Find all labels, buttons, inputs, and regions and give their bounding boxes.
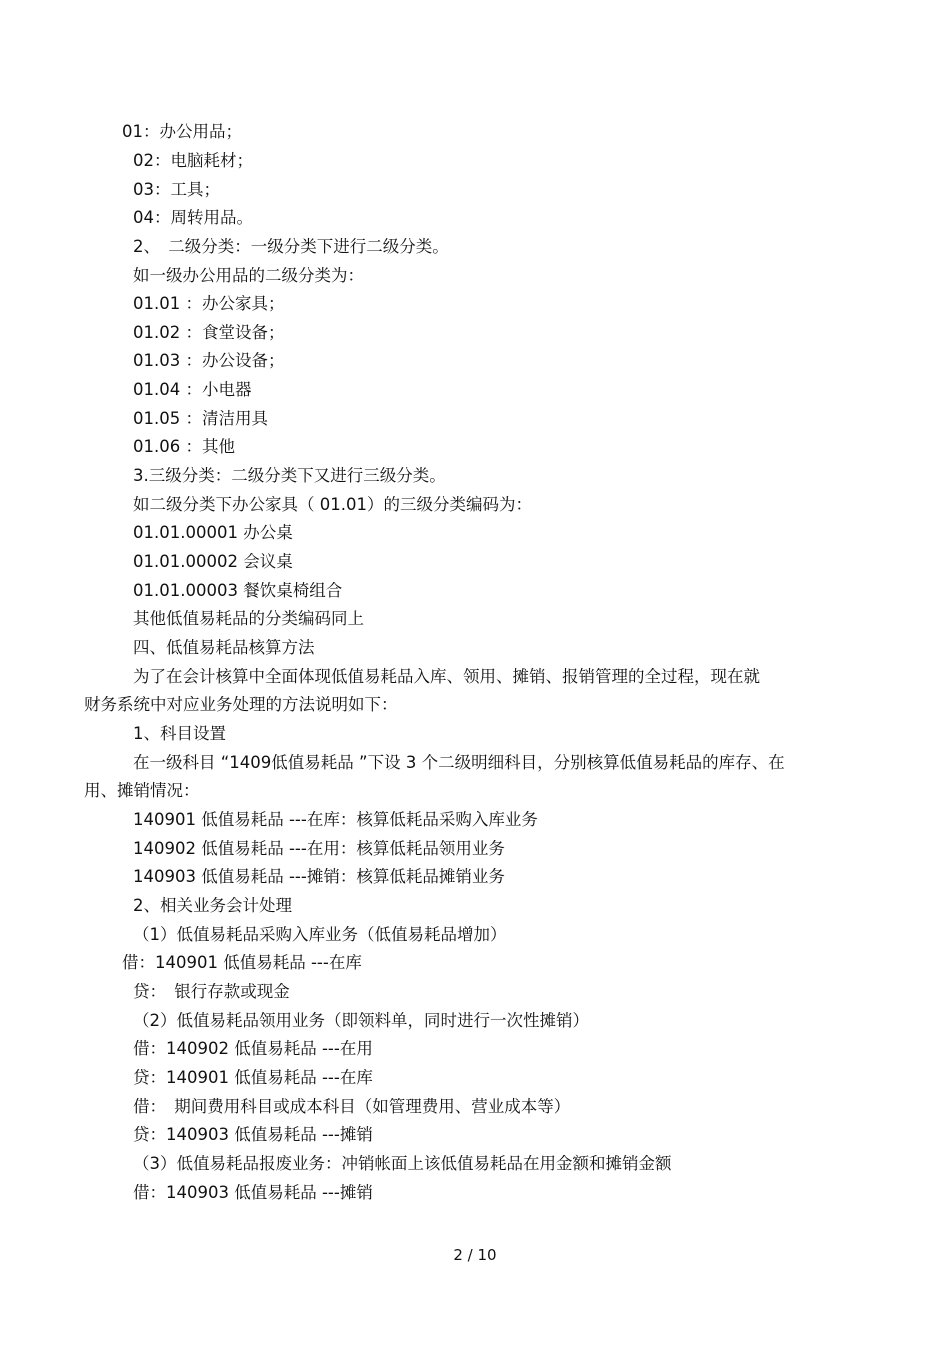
text-line: 为了在会计核算中全面体现低值易耗品入库、领用、摊销、报销管理的全过程，现在就 xyxy=(133,667,760,686)
text-line: 140902 低值易耗品 ---在用：核算低耗品领用业务 xyxy=(133,839,505,858)
text-line: 2、相关业务会计处理 xyxy=(133,896,292,915)
text-line: 借： 期间费用科目或成本科目（如管理费用、营业成本等） xyxy=(133,1097,571,1116)
text-line: 140903 低值易耗品 ---摊销：核算低耗品摊销业务 xyxy=(133,867,505,886)
text-line: 04：周转用品。 xyxy=(133,208,253,227)
text-line: 1、科目设置 xyxy=(133,724,226,743)
text-line: 3.三级分类：二级分类下又进行三级分类。 xyxy=(133,466,446,485)
text-line: 01.04 ：小电器 xyxy=(133,380,252,399)
text-line: 贷：140903 低值易耗品 ---摊销 xyxy=(133,1125,373,1144)
text-line: 03：工具； xyxy=(133,180,220,199)
text-line: 02：电脑耗材； xyxy=(133,151,253,170)
text-line: 借：140901 低值易耗品 ---在库 xyxy=(122,953,362,972)
text-line: 2、 二级分类：一级分类下进行二级分类。 xyxy=(133,237,449,256)
text-line: （1）低值易耗品采购入库业务（低值易耗品增加） xyxy=(133,925,507,944)
text-line: 140901 低值易耗品 ---在库：核算低耗品采购入库业务 xyxy=(133,810,538,829)
text-line: 贷：140901 低值易耗品 ---在库 xyxy=(133,1068,373,1087)
text-line: 01.01.00002 会议桌 xyxy=(133,552,293,571)
text-line: 01.06 ：其他 xyxy=(133,437,235,456)
text-line: 如二级分类下办公家具（ 01.01）的三级分类编码为： xyxy=(133,495,532,514)
text-line: 借：140902 低值易耗品 ---在用 xyxy=(133,1039,373,1058)
text-line: 在一级科目 “1409低值易耗品 ”下设 3 个二级明细科目，分别核算低值易耗品的库存、在 xyxy=(133,753,785,772)
text-line: 借：140903 低值易耗品 ---摊销 xyxy=(133,1183,373,1202)
text-line: 01：办公用品； xyxy=(122,122,242,141)
text-line: 其他低值易耗品的分类编码同上 xyxy=(133,609,364,628)
text-line: 01.05 ：清洁用具 xyxy=(133,409,268,428)
text-line: （2）低值易耗品领用业务（即领料单，同时进行一次性摊销） xyxy=(133,1011,589,1030)
text-line: 01.02 ：食堂设备； xyxy=(133,323,285,342)
text-line: 01.01.00001 办公桌 xyxy=(133,523,293,542)
page-number: 2 / 10 xyxy=(453,1246,497,1264)
text-line: 01.01.00003 餐饮桌椅组合 xyxy=(133,581,343,600)
text-line: 如一级办公用品的二级分类为： xyxy=(133,266,364,285)
text-line: 财务系统中对应业务处理的方法说明如下： xyxy=(84,695,398,714)
section-heading: 四、低值易耗品核算方法 xyxy=(133,638,315,657)
text-line: 用、摊销情况： xyxy=(84,781,200,800)
text-line: 01.01 ：办公家具； xyxy=(133,294,285,313)
text-line: 贷： 银行存款或现金 xyxy=(133,982,290,1001)
text-line: （3）低值易耗品报废业务：冲销帐面上该低值易耗品在用金额和摊销金额 xyxy=(133,1154,672,1173)
text-line: 01.03 ：办公设备； xyxy=(133,351,285,370)
